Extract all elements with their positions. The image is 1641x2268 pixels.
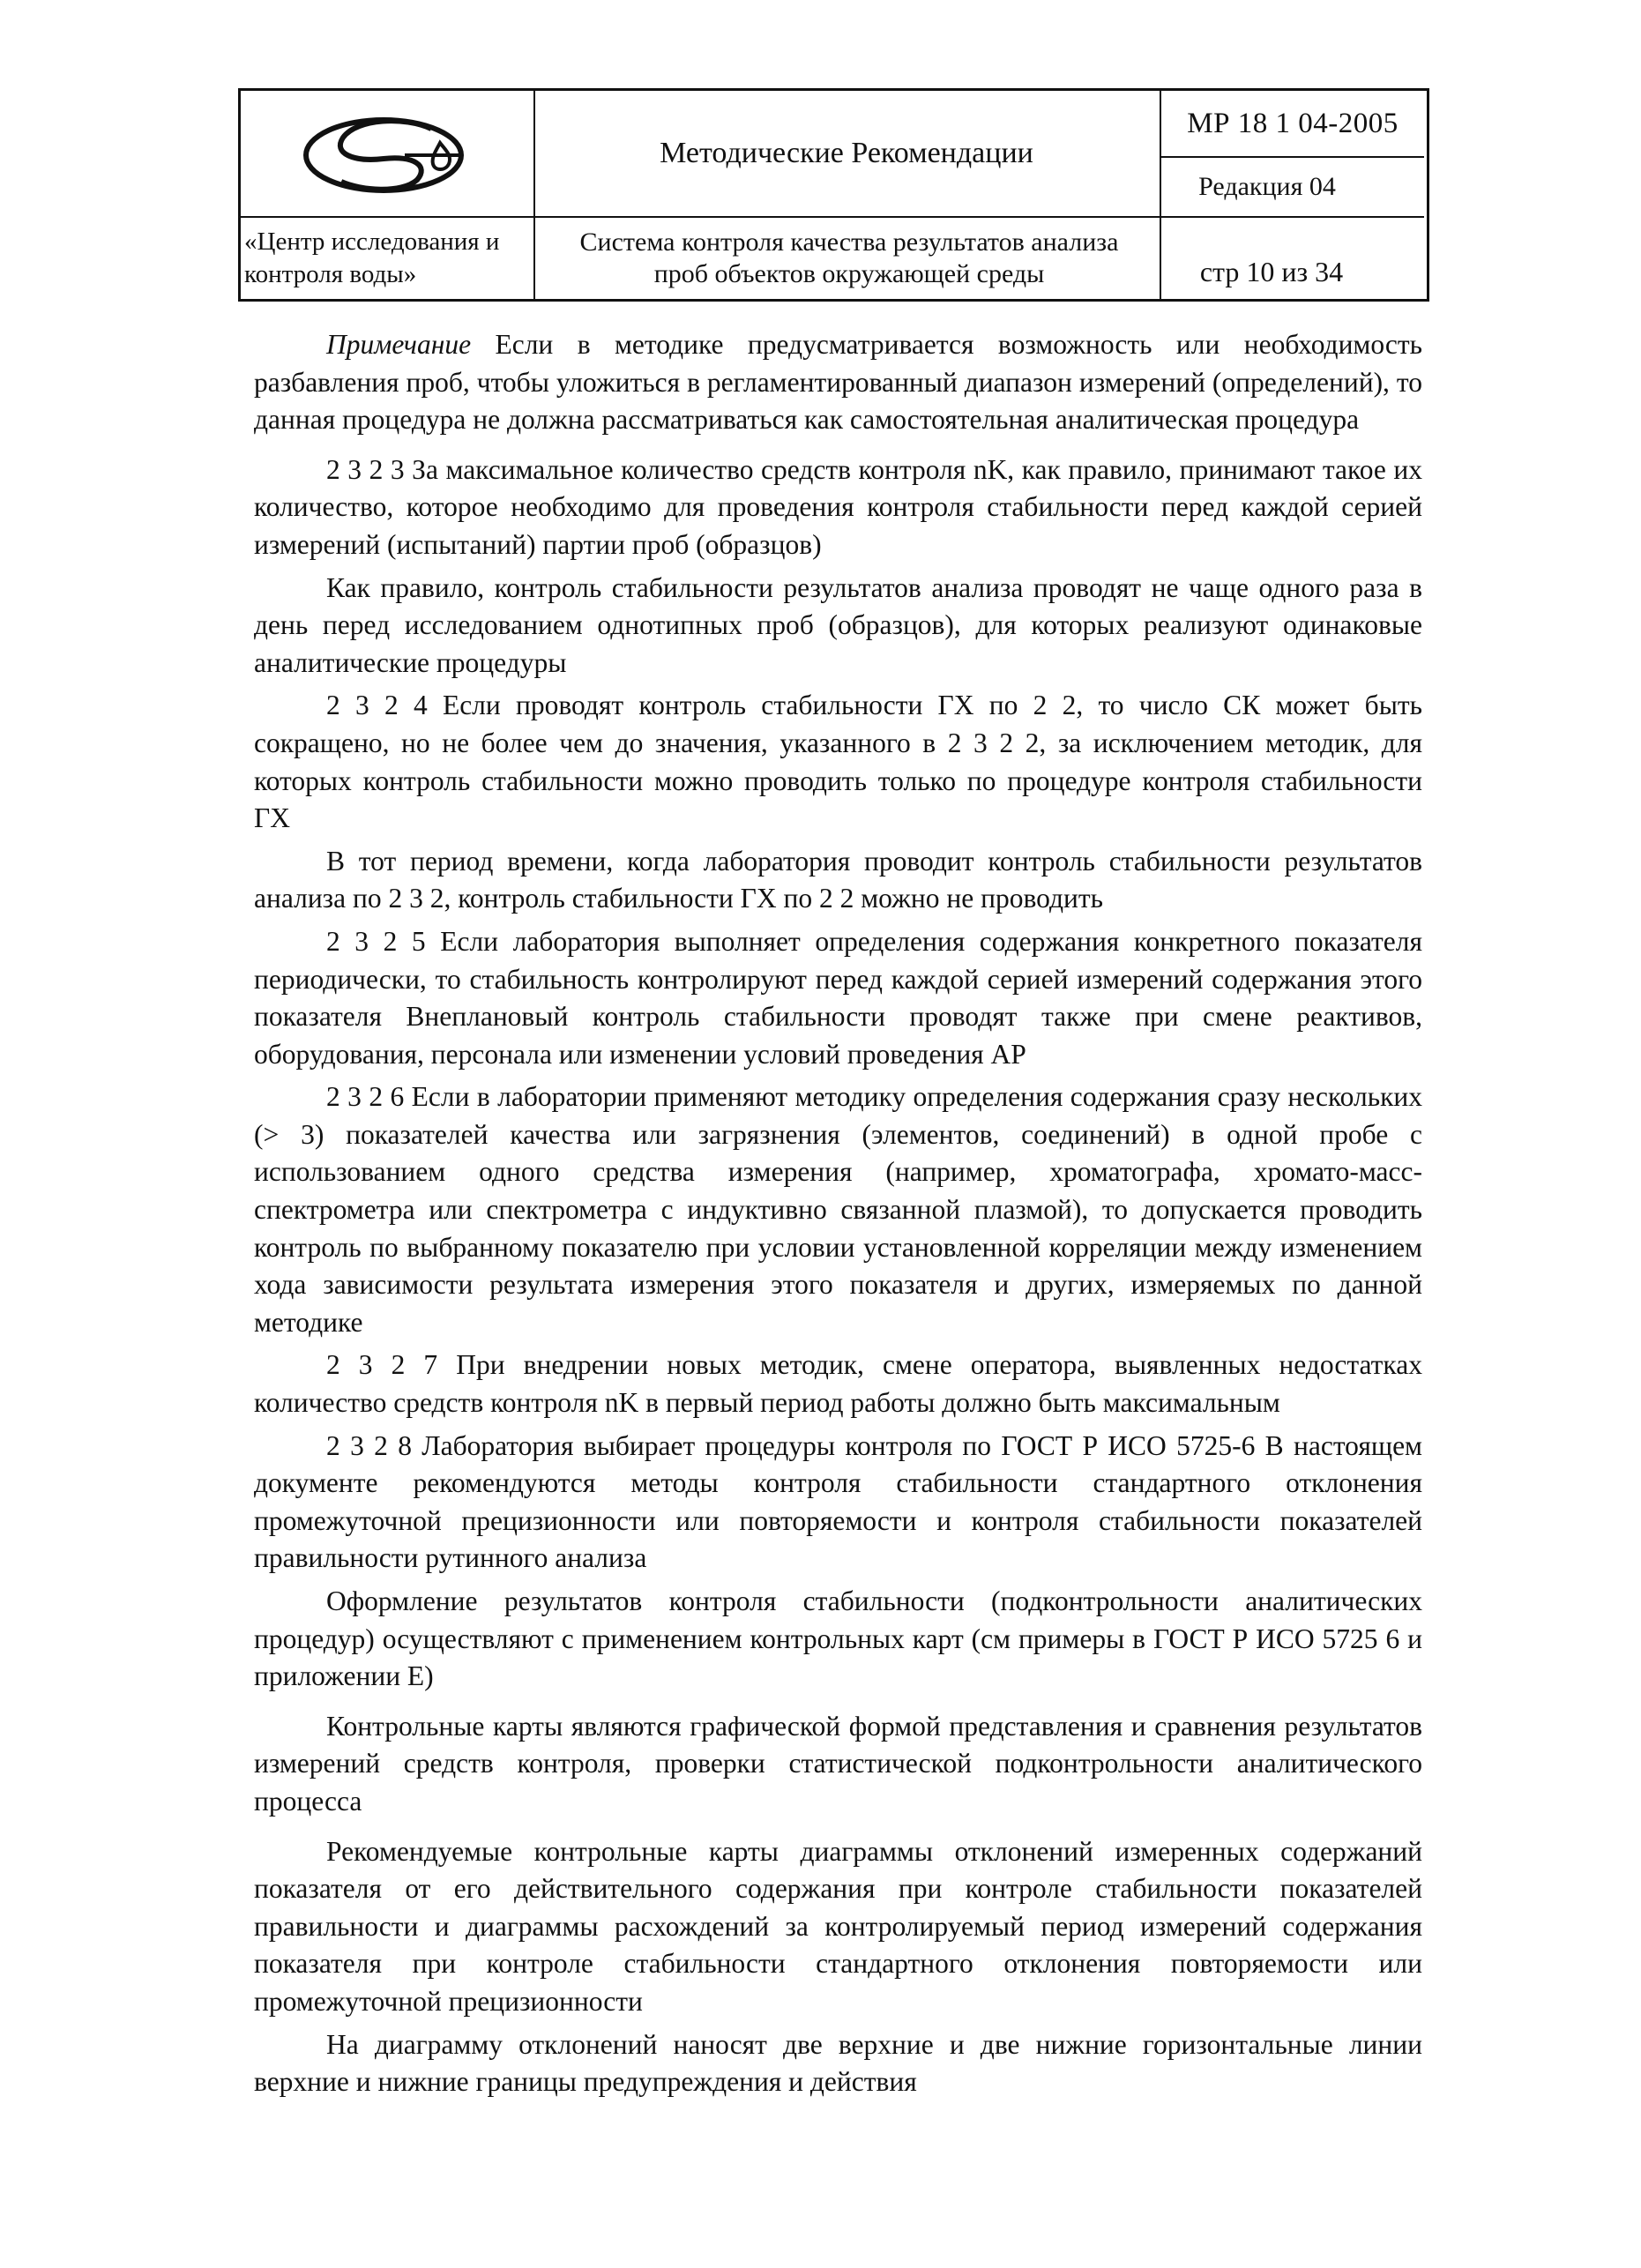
organization-logo-icon	[299, 109, 475, 198]
note-paragraph	[254, 326, 1422, 439]
document-type: Методические Рекомендации	[660, 137, 1033, 169]
header-divider	[241, 216, 533, 218]
note-text: Если в методике предусматривается возможность или необходимость разбавления проб, чтобы уложиться в регламентированный диапазон измерений (определений), то данная процедура не должна рассматриваться как самостоятельная аналитическая процедура	[254, 329, 1423, 436]
body-paragraph: На диаграмму отклонений наносят две верхние и две нижние горизонтальные линии верхние и нижние границы предупреждения и действия	[254, 2028, 1422, 2098]
body-paragraph: Рекомендуемые контрольные карты диаграммы отклонений измеренных содержаний показателя от его действительного содержания при контроле стабильности показателей правильности и диаграммы расхождений за контролируемый период измерений содержания показателя при контроле стабильности стандартного отклонения повторяемости или промежуточной прецизионности	[254, 1835, 1422, 2017]
body-paragraph: 2 3 2 6 Если в лаборатории применяют методику определения содержания сразу нескольких (> 3) показателей качества или загрязнения (элементов, соединений) в одной пробе с использованием одного средства измерения (например, хроматографа, хромато-масс-спектрометра или спектрометра с индуктивно связанной плазмой), то допускается проводить контроль по выбранному показателю при условии установленной корреляции между изменением хода зависимости результата измерения этого показателя и других, измеряемых по данной методике	[254, 1081, 1422, 1338]
body-paragraph: 2 3 2 8 Лаборатория выбирает процедуры контроля по ГОСТ Р ИСО 5725-6 В настоящем документе рекомендуются методы контроля стабильности стандартного отклонения промежуточной прецизионности или повторяемости и контроля стабильности показателей правильности рутинного анализа	[254, 1429, 1422, 1574]
body-paragraph: Как правило, контроль стабильности результатов анализа проводят не чаще одного раза в день перед исследованием однотипных проб (образцов), для которых реализуют одинаковые аналитические процедуры	[254, 571, 1422, 678]
revision-label: Редакция 04	[1198, 172, 1336, 201]
body-paragraph: 2 3 2 5 Если лаборатория выполняет определения содержания конкретного показателя периодически, то стабильность контролируют перед каждой серией измерений содержания этого показателя Внеплановый контроль стабильности проводят также при смене реактивов, оборудования, персонала или изменении условий проведения АР	[254, 925, 1422, 1070]
document-body	[254, 326, 1422, 2101]
note-label: Примечание	[326, 329, 472, 360]
body-paragraph: Оформление результатов контроля стабильности (подконтрольности аналитических процедур) осуществляют с применением контрольных карт (см примеры в ГОСТ Р ИСО 5725 6 и приложении Е)	[254, 1585, 1422, 1692]
body-paragraph: 2 3 2 7 При внедрении новых методик, смене оператора, выявленных недостатках количество средств контроля nK в первый период работы должно быть максимальным	[254, 1349, 1422, 1419]
document-code: МР 18 1 04-2005	[1187, 107, 1399, 139]
page-number: стр 10 из 34	[1199, 255, 1344, 287]
document-header	[238, 88, 1429, 302]
body-paragraph: 2 3 2 4 Если проводят контроль стабильности ГХ по 2 2, то число СК может быть сокращено, но не более чем до значения, указанного в 2 3 2 2, за исключением методик, для которых контроль стабильности можно проводить только по процедуре контроля стабильности ГХ	[254, 690, 1422, 834]
body-paragraph: Контрольные карты являются графической формой представления и сравнения результатов измерений средств контроля, проверки статистической подконтрольности аналитического процесса	[254, 1710, 1422, 1817]
body-paragraph: 2 3 2 3 За максимальное количество средств контроля nK, как правило, принимают такое их количество, которое необходимо для проведения контроля стабильности перед каждой серией измерений (испытаний) партии проб (образцов)	[254, 453, 1422, 560]
document-title: Система контроля качества результатов анализа проб объектов окружающей среды	[579, 228, 1119, 288]
header-divider	[533, 216, 1424, 218]
body-paragraph: В тот период времени, когда лаборатория проводит контроль стабильности результатов анализа по 2 3 2, контроль стабильности ГХ по 2 2 можно не проводить	[254, 845, 1422, 914]
organization-logo	[241, 91, 533, 216]
organization-name: «Центр исследования и контроля воды»	[244, 228, 500, 288]
